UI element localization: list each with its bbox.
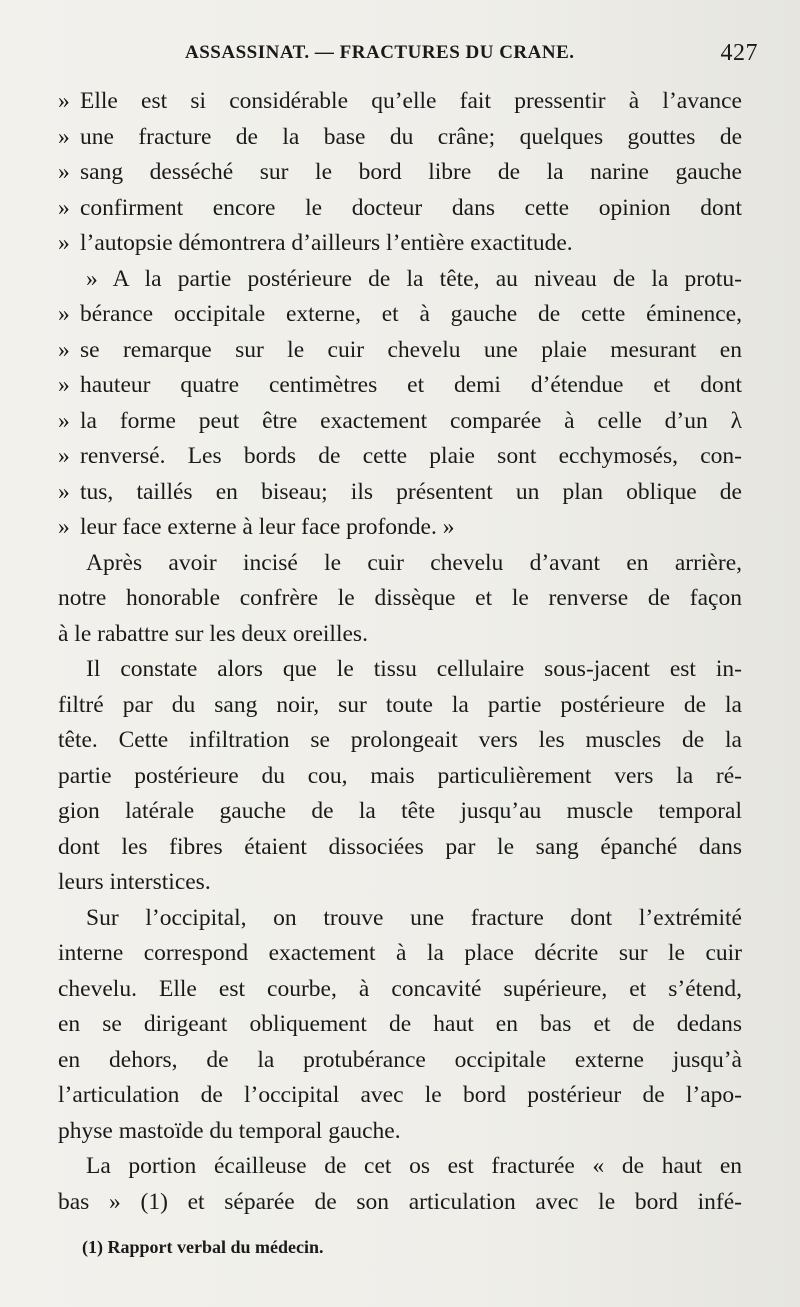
- line-text: Sur l’occipital, on trouve une fracture dont l’extrémité: [86, 904, 742, 931]
- text-line: [58, 475, 742, 511]
- line-text: Elle est si considérable qu’elle fait pressentir à l’avance: [80, 88, 742, 114]
- line-text: gion latérale gauche de la tête jusqu’au muscle temporal: [58, 798, 742, 824]
- text-line: [58, 723, 742, 759]
- quote-mark: »: [58, 123, 70, 150]
- line-text: partie postérieure du cou, mais particulièrement vers la ré-: [58, 762, 742, 789]
- text-line: [58, 546, 742, 582]
- text-line: [58, 1114, 742, 1150]
- line-text: une fracture de la base du crâne; quelques gouttes de: [80, 123, 742, 150]
- line-text: » A la partie postérieure de la tête, au niveau de la protu-: [86, 265, 742, 292]
- line-text: confirment encore le docteur dans cette opinion dont: [80, 194, 742, 221]
- text-line: [58, 84, 742, 120]
- text-line: [58, 794, 742, 830]
- line-text: bas » (1) et séparée de son articulation avec le bord infé-: [58, 1188, 742, 1215]
- line-text: physe mastoïde du temporal gauche.: [58, 1117, 401, 1144]
- line-text: notre honorable confrère le dissèque et le renverse de façon: [58, 585, 742, 611]
- text-line: [58, 1078, 742, 1114]
- quote-mark: »: [58, 478, 70, 505]
- body-text: [58, 84, 742, 1220]
- line-text: la forme peut être exactement comparée à celle d’un λ: [80, 407, 742, 434]
- footnote: (1) Rapport verbal du médecin.: [82, 1237, 324, 1257]
- text-line: [58, 297, 742, 333]
- line-text: dont les fibres étaient dissociées par le sang épanché dans: [58, 833, 742, 860]
- text-line: [58, 865, 742, 901]
- text-line: [58, 901, 742, 937]
- line-text: renversé. Les bords de cette plaie sont ecchymosés, con-: [80, 443, 742, 469]
- quote-mark: »: [58, 443, 70, 469]
- text-line: [58, 120, 742, 156]
- text-line: [58, 1185, 742, 1221]
- text-line: [58, 404, 742, 440]
- page-number: 427: [720, 40, 758, 66]
- line-text: bérance occipitale externe, et à gauche de cette éminence,: [80, 301, 742, 327]
- line-text: interne correspond exactement à la place décrite sur le cuir: [58, 940, 742, 966]
- line-text: en se dirigeant obliquement de haut en bas et de dedans: [58, 1011, 742, 1037]
- line-text: filtré par du sang noir, sur toute la partie postérieure de la: [58, 691, 742, 718]
- line-text: leur face externe à leur face profonde. »: [80, 514, 455, 540]
- text-line: [58, 1149, 742, 1185]
- text-line: [58, 226, 742, 262]
- line-text: La portion écailleuse de cet os est fracturée « de haut en: [86, 1153, 742, 1179]
- text-line: [58, 510, 742, 546]
- line-text: leurs interstices.: [58, 869, 211, 895]
- text-line: [58, 368, 742, 404]
- text-line: [58, 972, 742, 1008]
- quote-mark: »: [58, 230, 70, 256]
- line-text: tête. Cette infiltration se prolongeait vers les muscles de la: [58, 727, 742, 753]
- line-text: Il constate alors que le tissu cellulaire sous-jacent est in-: [86, 656, 742, 682]
- quote-mark: »: [58, 88, 70, 114]
- text-line: [58, 581, 742, 617]
- text-line: [58, 1007, 742, 1043]
- text-line: [58, 1043, 742, 1079]
- quote-mark: »: [58, 336, 70, 363]
- line-text: se remarque sur le cuir chevelu une plaie mesurant en: [80, 336, 742, 363]
- line-text: tus, taillés en biseau; ils présentent un plan oblique de: [80, 478, 742, 505]
- text-line: [58, 439, 742, 475]
- line-text: sang desséché sur le bord libre de la narine gauche: [80, 159, 742, 185]
- line-text: l’articulation de l’occipital avec le bord postérieur de l’apo-: [58, 1082, 742, 1108]
- text-line: [58, 688, 742, 724]
- quote-mark: »: [58, 407, 70, 434]
- line-text: Après avoir incisé le cuir chevelu d’avant en arrière,: [86, 549, 742, 576]
- quote-mark: »: [58, 159, 70, 185]
- text-line: [58, 333, 742, 369]
- text-line: [58, 652, 742, 688]
- running-title: ASSASSINAT. — FRACTURES DU CRANE.: [185, 42, 575, 63]
- line-text: en dehors, de la protubérance occipitale externe jusqu’à: [58, 1046, 742, 1073]
- text-line: [58, 830, 742, 866]
- line-text: l’autopsie démontrera d’ailleurs l’entière exactitude.: [80, 230, 573, 256]
- line-text: hauteur quatre centimètres et demi d’étendue et dont: [80, 372, 742, 398]
- text-line: [58, 617, 742, 653]
- text-line: [58, 759, 742, 795]
- text-line: [58, 936, 742, 972]
- text-line: [58, 155, 742, 191]
- text-line: [58, 262, 742, 298]
- quote-mark: »: [58, 514, 70, 540]
- line-text: chevelu. Elle est courbe, à concavité supérieure, et s’étend,: [58, 975, 742, 1002]
- line-text: à le rabattre sur les deux oreilles.: [58, 620, 368, 647]
- quote-mark: »: [58, 301, 70, 327]
- quote-mark: »: [58, 372, 70, 398]
- text-line: [58, 191, 742, 227]
- quote-mark: »: [58, 194, 70, 221]
